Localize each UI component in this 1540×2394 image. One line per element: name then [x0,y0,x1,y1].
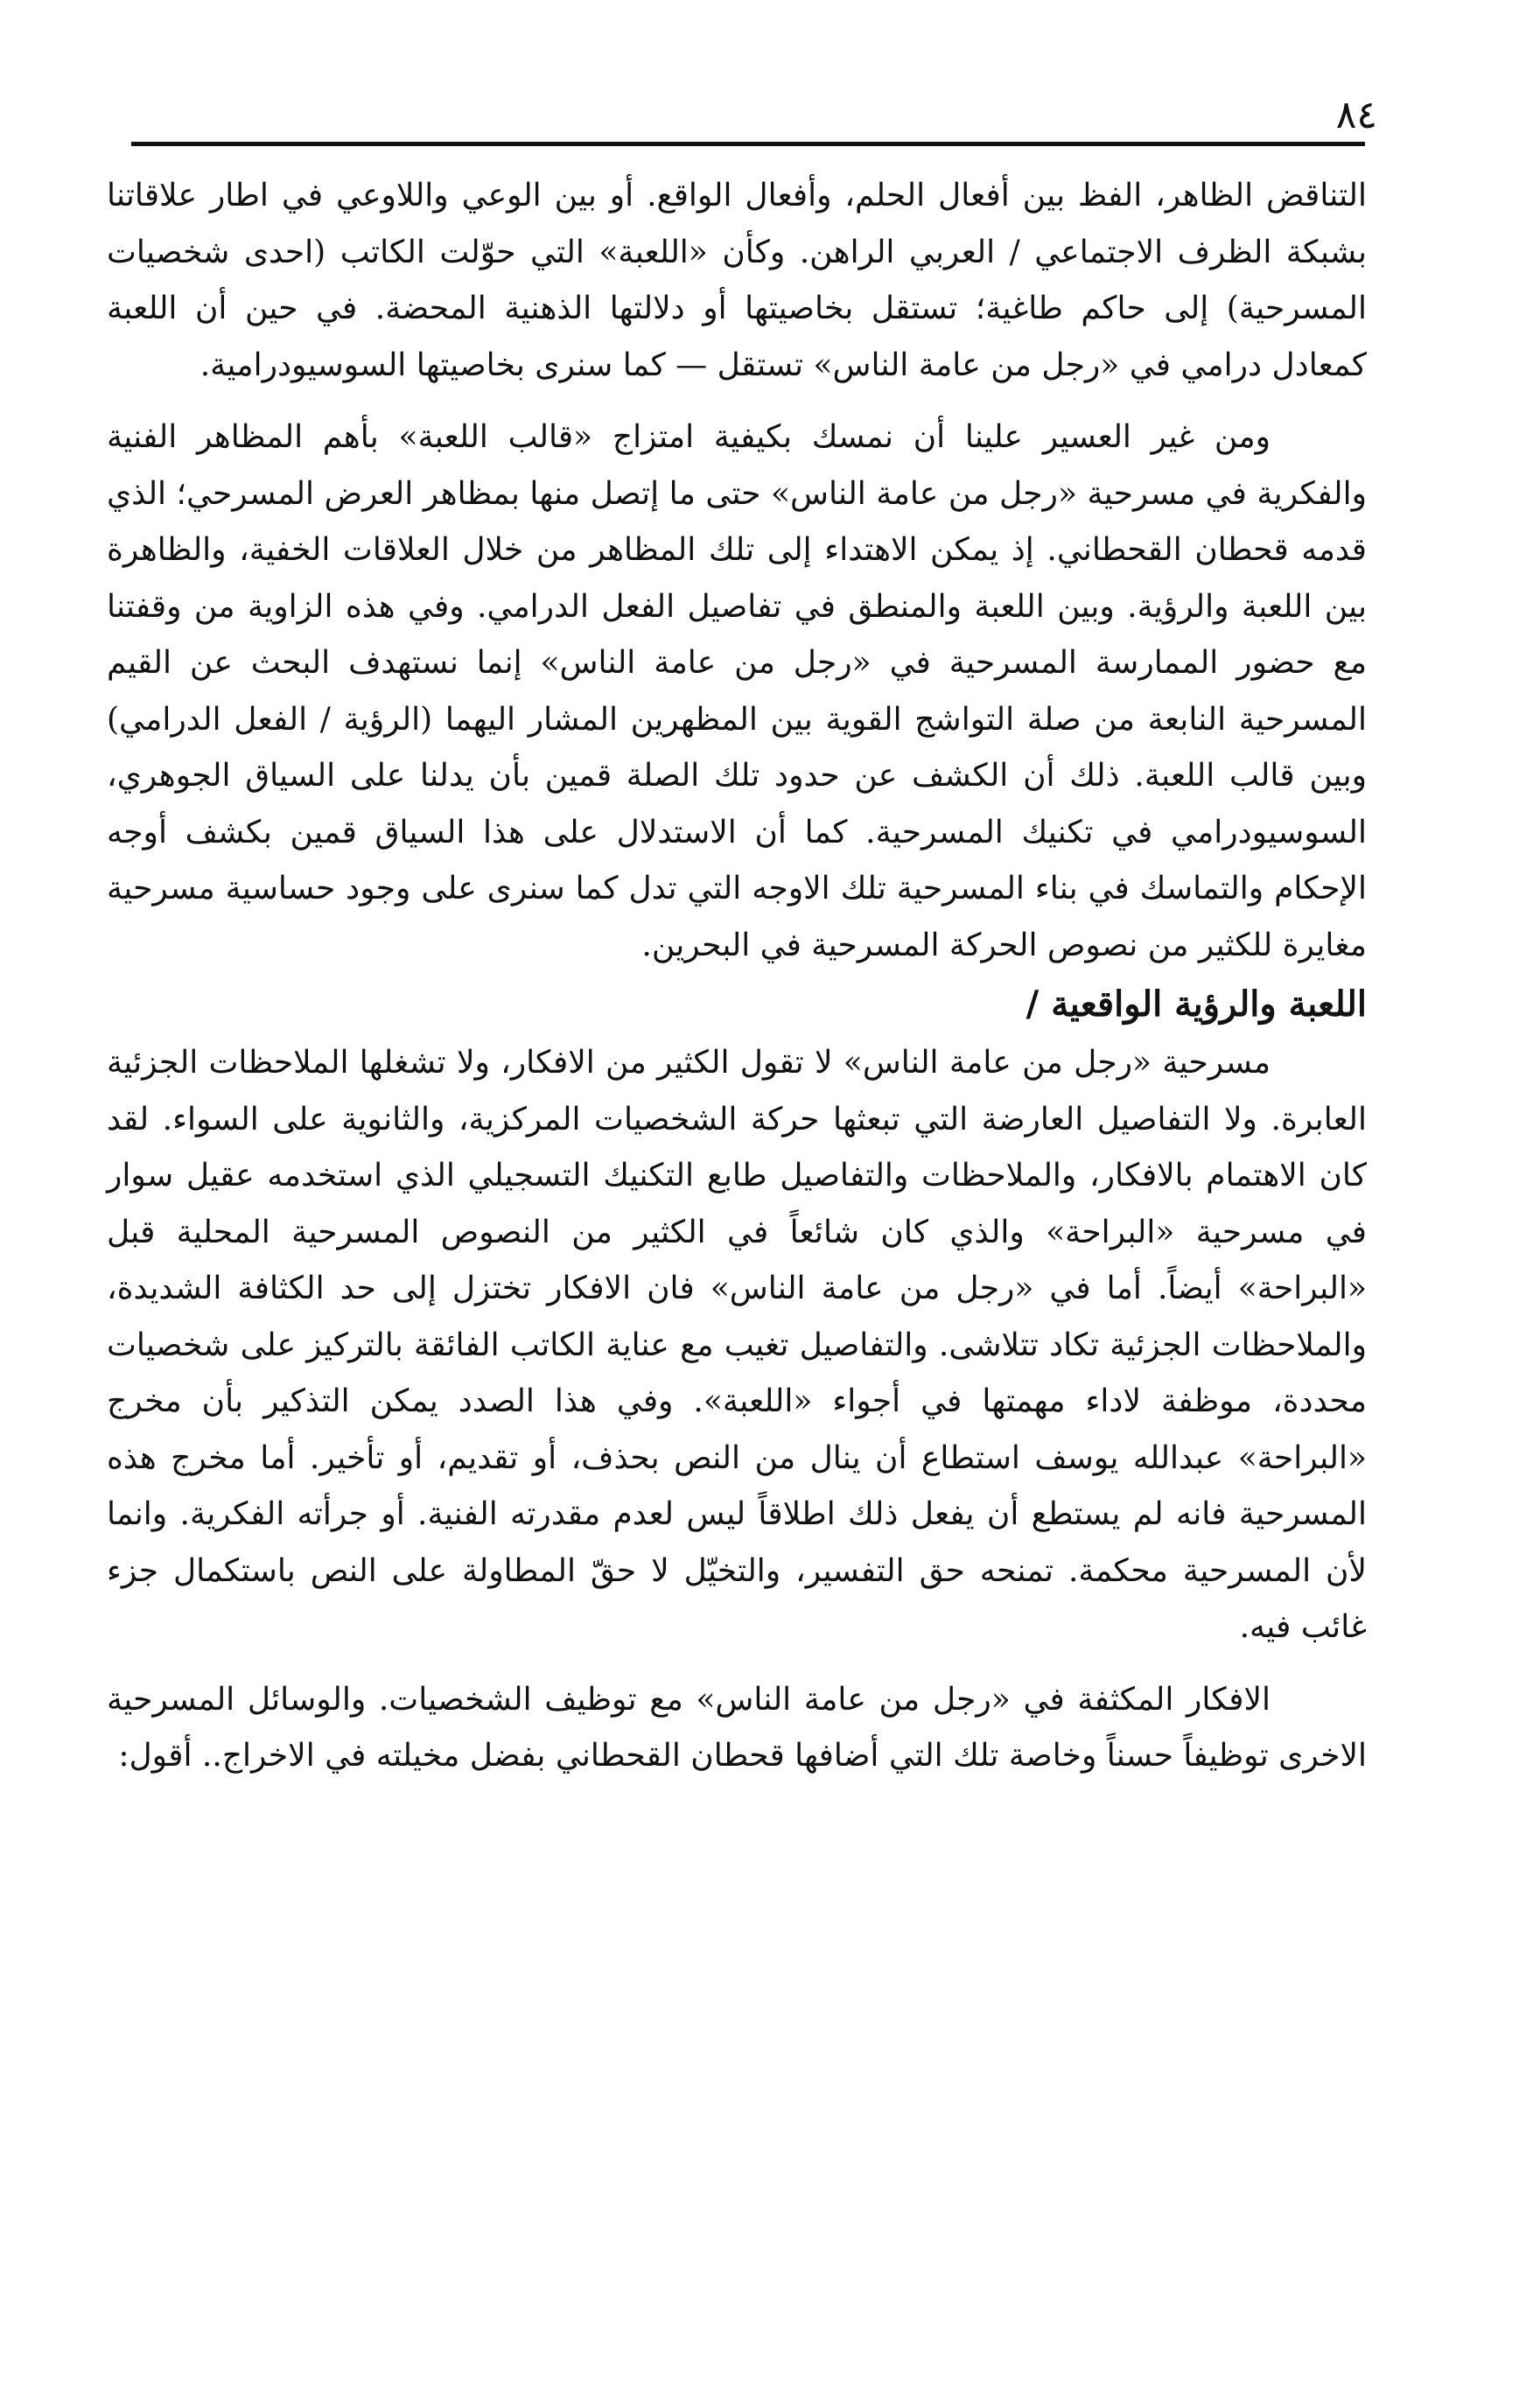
paragraph-2: ومن غير العسير علينا أن نمسك بكيفية امتزاج «قالب اللعبة» بأهم المظاهر الفنية والفكرية في مسرحية «رجل من عامة الناس» حتى ما إتصل منها بمظاهر العرض المسرحي؛ الذي قدمه قحطان القحطاني. إذ يمكن الاهتداء إلى تلك المظاهر من خلال العلاقات الخفية، والظاهرة بين اللعبة والرؤية. وبين اللعبة والمنطق في تفاصيل الفعل الدرامي. وفي هذه الزاوية من وقفتنا مع حضور الممارسة المسرحية في «رجل من عامة الناس» إنما نستهدف البحث عن القيم المسرحية النابعة من صلة التواشج القوية بين المظهرين المشار اليهما (الرؤية / الفعل الدرامي) وبين قالب اللعبة. ذلك أن الكشف عن حدود تلك الصلة قمين بأن يدلنا على السياق الجوهري، السوسيودرامي في تكنيك المسرحية. كما أن الاستدلال على هذا السياق قمين بكشف أوجه الإحكام والتماسك في بناء المسرحية تلك الاوجه التي تدل كما سنرى على وجود حساسية مسرحية مغايرة للكثير من نصوص الحركة المسرحية في البحرين. [107,419,1367,963]
header-rule [131,142,1365,146]
section-heading: اللعبة والرؤية الواقعية / [1026,984,1367,1025]
section-paragraph-1: مسرحية «رجل من عامة الناس» لا تقول الكثير من الافكار، ولا تشغلها الملاحظات الجزئية العابرة. ولا التفاصيل العارضة التي تبعثها حركة الشخصيات المركزية، والثانوية على السواء. لقد كان الاهتمام بالافكار، والملاحظات والتفاصيل طابع التكنيك التسجيلي الذي استخدمه عقيل سوار في مسرحية «البراحة» والذي كان شائعاً في الكثير من النصوص المسرحية المحلية قبل «البراحة» أيضاً. أما في «رجل من عامة الناس» فان الافكار تختزل إلى حد الكثافة الشديدة، والملاحظات الجزئية تكاد تتلاشى. والتفاصيل تغيب مع عناية الكاتب الفائقة بالتركيز على شخصيات محددة، موظفة لاداء مهمتها في أجواء «اللعبة». وفي هذا الصدد يمكن التذكير بأن مخرج «البراحة» عبدالله يوسف استطاع أن ينال من النص بحذف، أو تقديم، أو تأخير. أما مخرج هذه المسرحية فانه لم يستطع أن يفعل ذلك اطلاقاً ليس لعدم مقدرته الفنية. أو جرأته الفكرية. وانما لأن المسرحية محكمة. تمنحه حق التفسير، والتخيّل لا حقّ المطاولة على النص باستكمال جزء غائب فيه. [107,1045,1367,1645]
paragraph-1: التناقض الظاهر، الفظ بين أفعال الحلم، وأفعال الواقع. أو بين الوعي واللاوعي في اطار علاقاتنا بشبكة الظرف الاجتماعي / العربي الراهن. وكأن «اللعبة» التي حوّلت الكاتب (احدى شخصيات المسرحية) إلى حاكم طاغية؛ تستقل بخاصيتها أو دلالتها الذهنية المحضة. في حين أن اللعبة كمعادل درامي في «رجل من عامة الناس» تستقل — كما سنرى بخاصيتها السوسيودرامية. [107,178,1367,383]
page-body [107,168,1367,1785]
section-paragraph-2: الافكار المكثفة في «رجل من عامة الناس» مع توظيف الشخصيات. والوسائل المسرحية الاخرى توظيفاً حسناً وخاصة تلك التي أضافها قحطان القحطاني بفضل مخيلته في الاخراج.. أقول: [107,1681,1367,1774]
page-number: ٨٤ [1335,93,1377,137]
